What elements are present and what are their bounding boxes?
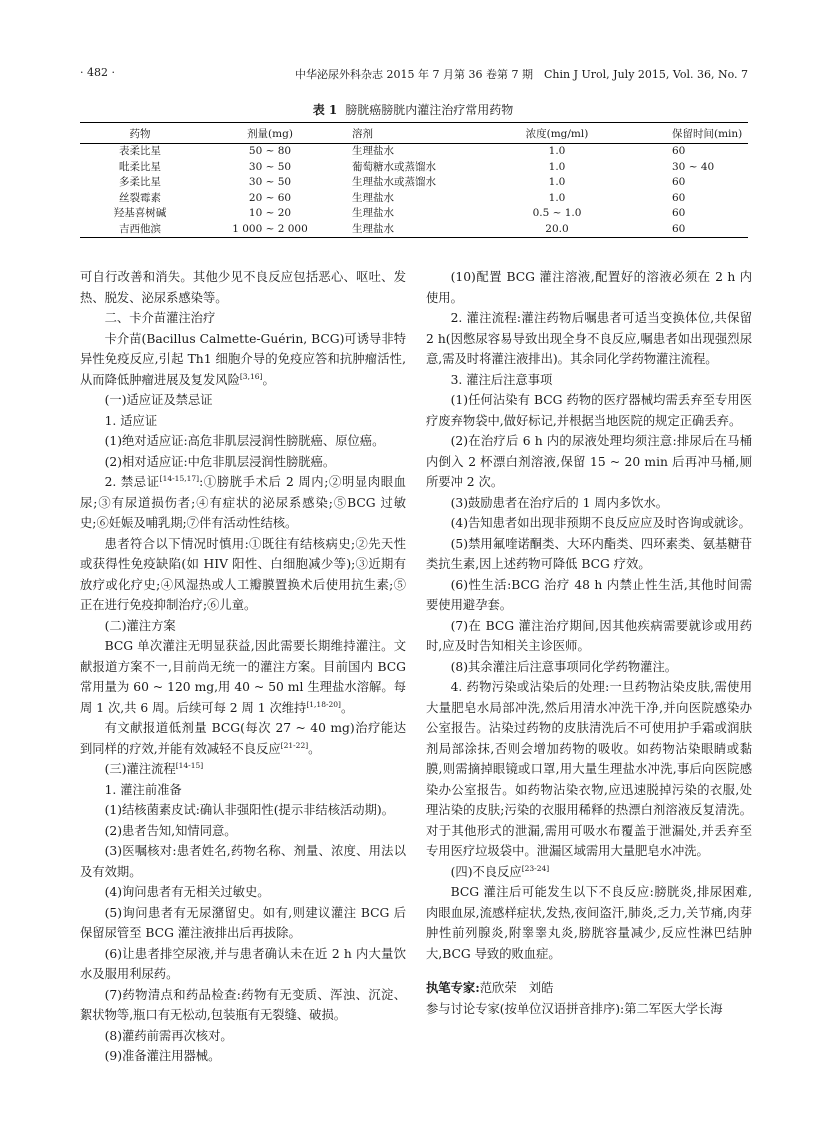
drug-name: 吡柔比星 (119, 160, 161, 173)
text: BCG 单次灌注无明显获益,因此需要长期维持灌注。文献报道方案不一,目前尚无统一的灌注方案。目前国内 BCG 常用量为 60 ~ 120 mg,用 40 ~ 50 ml 生理盐水溶解。每周 1 次,共 6 周。后续可每 2 周 1 次维持 (80, 639, 406, 715)
paragraph: 2. 灌注流程:灌注药物后嘱患者可适当变换体位,共保留 2 h(因憋尿容易导致出现全身不良反应,嘱患者如出现强烈尿意,需及时将灌注液排出)。其余同化学药物灌注流程。 (426, 311, 752, 366)
paragraph (80, 636, 406, 718)
concentration: 1.0 (548, 191, 566, 204)
dose: 30 ~ 50 (248, 176, 292, 188)
left-column (80, 267, 406, 1067)
citation: [23-24] (521, 863, 550, 873)
paragraph: 4. 药物污染或沾染后的处理:一旦药物沾染皮肤,需使用大量肥皂水局部冲洗,然后用清水冲洗干净,并向医院感染办公室报告。沾染过药物的皮肤清洗后不可使用护手霜或润肤剂局部涂抹,否则会增加药物的吸收。如药物沾染眼睛或黏膜,则需摘掉眼镜或口罩,用大量生理盐水冲洗,事后向医院感染办公室报告。如药物沾染衣物,应迅速脱掉污染的衣服,处理沾染的皮肤;污染的衣服用稀释的热漂白剂溶液反复清洗。对于其他形式的泄漏,需用可吸水布覆盖于泄漏处,并丢弃至专用医疗垃圾袋中。泄漏区域需用大量肥皂水冲洗。 (426, 680, 752, 858)
discussion-experts: 参与讨论专家(按单位汉语拼音排序):第二军医大学长海 (426, 1001, 723, 1016)
solvent: 生理盐水 (352, 207, 394, 219)
concentration: 1.0 (548, 145, 566, 157)
dose: 10 ~ 20 (248, 207, 292, 219)
table-row (80, 144, 748, 160)
dose: 30 ~ 50 (248, 160, 292, 173)
drug-table (80, 122, 748, 238)
concentration: 20.0 (545, 222, 569, 235)
retention-time: 60 (672, 222, 686, 235)
retention-time: 60 (672, 191, 686, 204)
column-header: 药物 (80, 123, 200, 144)
text: 。 (262, 372, 275, 387)
table-label: 表 1 (312, 103, 338, 117)
paragraph: (2)相对适应证:中危非肌层浸润性膀胱癌。 (104, 454, 336, 469)
table-row (80, 222, 748, 238)
concentration: 0.5 ~ 1.0 (532, 207, 582, 219)
paragraph: (10)配置 BCG 灌注溶液,配置好的溶液必须在 2 h 内使用。 (426, 270, 752, 305)
subsection-heading (80, 759, 406, 780)
concentration: 1.0 (548, 176, 566, 188)
table-row (80, 175, 748, 191)
solvent: 葡萄糖水或蒸馏水 (352, 160, 436, 173)
paragraph: (4)询问患者有无相关过敏史。 (104, 885, 270, 899)
paragraph: (6)性生活:BCG 治疗 48 h 内禁止性生活,其他时间需要使用避孕套。 (426, 577, 752, 612)
table-header-row (80, 123, 748, 144)
column-header: 溶剂 (340, 123, 502, 144)
paragraph: (4)告知患者如出现非预期不良反应应及时咨询或就诊。 (450, 516, 751, 530)
paragraph: (9)准备灌注用器械。 (104, 1049, 221, 1063)
paragraph: (1)绝对适应证:高危非肌层浸润性膀胱癌、原位癌。 (104, 434, 385, 448)
authors-label: 执笔专家: (426, 980, 480, 995)
retention-time: 60 (672, 207, 686, 219)
solvent: 生理盐水或蒸馏水 (352, 176, 436, 188)
citation: [14-15] (175, 761, 204, 770)
text: 2. 禁忌证 (104, 475, 160, 489)
text: 有文献报道低剂量 BCG(每次 27 ~ 40 mg)治疗能达到同样的疗效,并能有效减轻不良反应 (80, 721, 406, 756)
column-header: 浓度(mg/ml) (502, 123, 612, 144)
subheading: 1. 适应证 (104, 413, 158, 428)
section-heading: 二、卡介苗灌注治疗 (104, 311, 216, 325)
dose: 1 000 ~ 2 000 (232, 222, 308, 235)
citation: [14-15,17] (159, 474, 200, 483)
authors-line (426, 978, 752, 999)
paragraph: (8)其余灌注后注意事项同化学药物灌注。 (450, 659, 678, 674)
table-title: 膀胱癌膀胱内灌注治疗常用药物 (345, 103, 514, 117)
paragraph: (8)灌药前需再次核对。 (104, 1028, 233, 1043)
text: (三)灌注流程 (104, 762, 176, 776)
table-row (80, 160, 748, 176)
citation: [1,18-20] (306, 699, 341, 709)
drug-name: 多柔比星 (119, 176, 161, 188)
citation: [3,16] (239, 371, 263, 381)
table-row (80, 206, 748, 222)
page-number: · 482 · (80, 66, 115, 79)
paragraph: BCG 灌注后可能发生以下不良反应:膀胱炎,排尿困难,肉眼血尿,流感样症状,发热,夜间盗汗,肺炎,乏力,关节痛,肉芽肿性前列腺炎,附睾睾丸炎,膀胱容量减少,反应性淋巴结肿大,BCG 导致的败血症。 (426, 885, 752, 961)
citation: [21-22] (280, 740, 309, 750)
column-header: 保留时间(min) (612, 123, 748, 144)
text: (四)不良反应 (450, 864, 522, 879)
paragraph: (2)患者告知,知情同意。 (104, 823, 237, 838)
paragraph (80, 718, 406, 759)
paragraph: 患者符合以下情况时慎用:①既往有结核病史;②先天性或获得性免疫缺陷(如 HIV 阳性、白细胞减少等);③近期有放疗或化疗史;④风湿热或人工瓣膜置换术后使用抗生素;⑤正在进行免疫抑制治疗;⑥儿童。 (80, 536, 406, 612)
table-caption (0, 101, 826, 118)
paragraph: 可自行改善和消失。其他少见不良反应包括恶心、呕吐、发热、脱发、泌尿系感染等。 (80, 270, 406, 305)
text: 卡介苗(Bacillus Calmette-Guérin, BCG)可诱导非特异性免疫反应,引起 Th1 细胞介导的免疫应答和抗肿瘤活性,从而降低肿瘤进展及复发风险 (80, 331, 406, 387)
retention-time: 30 ~ 40 (672, 160, 715, 173)
text: :①膀胱手术后 2 周内;②明显肉眼血尿;③有尿道损伤者;④有症状的泌尿系感染;⑤BCG 过敏史;⑥妊娠及哺乳期;⑦伴有活动性结核。 (80, 475, 406, 530)
subheading: 1. 灌注前准备 (104, 782, 182, 797)
table-row (80, 191, 748, 207)
solvent: 生理盐水 (352, 145, 394, 157)
text: 。 (308, 741, 321, 756)
right-column (426, 267, 752, 1019)
paragraph: (3)医嘱核对:患者姓名,药物名称、剂量、浓度、用法以及有效期。 (80, 844, 406, 879)
paragraph: (5)禁用氟喹诺酮类、大环内酯类、四环素类、氨基糖苷类抗生素,因上述药物可降低 BCG 疗效。 (426, 536, 752, 571)
paragraph: (6)让患者排空尿液,并与患者确认未在近 2 h 内大量饮水及服用利尿药。 (80, 946, 406, 981)
solvent: 生理盐水 (352, 222, 394, 235)
text: 。 (340, 700, 354, 715)
drug-name: 羟基喜树碱 (113, 207, 167, 219)
drug-name: 吉西他滨 (119, 222, 161, 235)
dose: 20 ~ 60 (248, 191, 292, 204)
subsection-heading: (一)适应证及禁忌证 (104, 393, 213, 407)
paragraph: (7)药物清点和药品检查:药物有无变质、浑浊、沉淀、絮状物等,瓶口有无松动,包装瓶有无裂缝、破损。 (80, 987, 406, 1022)
paragraph (80, 329, 406, 391)
subsection-heading: (二)灌注方案 (104, 618, 176, 633)
column-header: 剂量(mg) (200, 123, 340, 144)
paragraph: (3)鼓励患者在治疗后的 1 周内多饮水。 (450, 495, 669, 510)
retention-time: 60 (672, 145, 686, 157)
concentration: 1.0 (548, 160, 566, 173)
paragraph: (7)在 BCG 灌注治疗期间,因其他疾病需要就诊或用药时,应及时告知相关主诊医师。 (426, 618, 752, 653)
retention-time: 60 (672, 176, 686, 188)
paragraph (80, 472, 406, 534)
solvent: 生理盐水 (352, 191, 394, 204)
drug-name: 丝裂霉素 (119, 191, 161, 204)
paragraph: (1)任何沾染有 BCG 药物的医疗器械均需丢弃至专用医疗废弃物袋中,做好标记,并根据当地医院的规定正确丢弃。 (426, 393, 752, 428)
paragraph: (2)在治疗后 6 h 内的尿液处理均须注意:排尿后在马桶内倒入 2 杯漂白剂溶液,保留 15 ~ 20 min 后再冲马桶,厕所要冲 2 次。 (426, 434, 752, 489)
paragraph: (5)询问患者有无尿潴留史。如有,则建议灌注 BCG 后保留尿管至 BCG 灌注液排出后再拔除。 (80, 905, 406, 940)
dose: 50 ~ 80 (248, 145, 292, 157)
paragraph: (1)结核菌素皮试:确认非强阳性(提示非结核活动期)。 (104, 803, 394, 817)
subsection-heading (426, 862, 752, 883)
authors: 范欣荣 刘皓 (479, 981, 554, 995)
journal-citation: 中华泌尿外科杂志 2015 年 7 月第 36 卷第 7 期 Chin J Urol, July 2015, Vol. 36, No. 7 (295, 68, 748, 81)
subheading: 3. 灌注后注意事项 (450, 372, 553, 387)
drug-name: 表柔比星 (119, 145, 161, 157)
